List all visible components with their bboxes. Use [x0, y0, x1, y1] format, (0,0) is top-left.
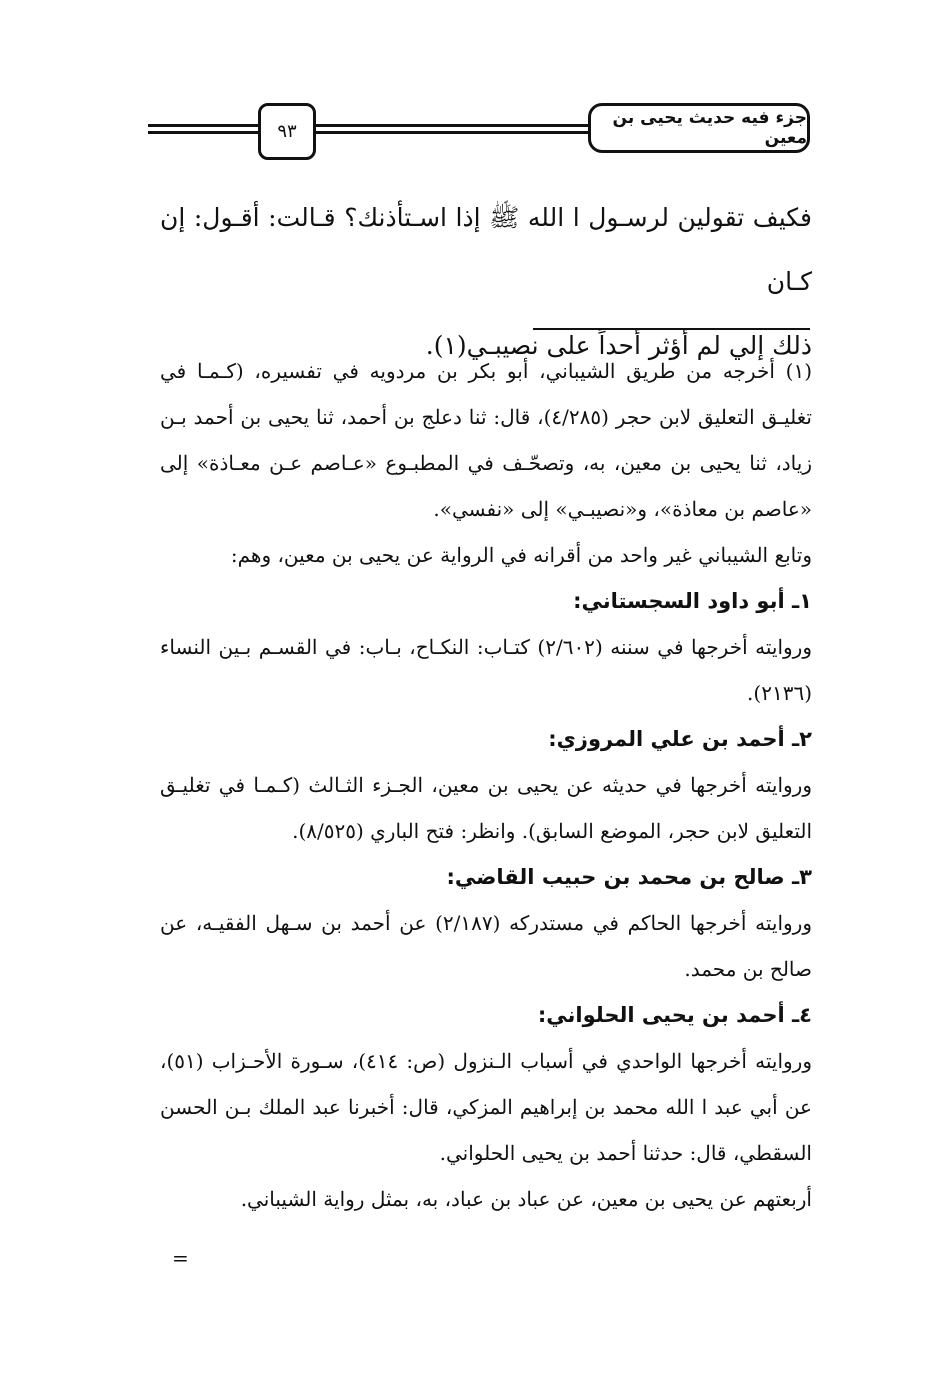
- main-line: ذلك إلي لم أؤثر أحداً على نصيبـي(١).: [425, 331, 812, 360]
- main-line: فكيف تقولين لرسـول ا الله ﷺ إذا اسـتأذنك؟ قـالت: أقـول: إن كـان: [160, 203, 812, 296]
- footnote-heading: ٤ـ أحمد بن يحيى الحلواني:: [537, 1003, 812, 1027]
- page-number: ٩٣: [258, 103, 316, 160]
- footnote-heading: ٢ـ أحمد بن علي المروزي:: [548, 727, 812, 751]
- footnote-paragraph: وروايته أخرجها في حديثه عن يحيى بن معين، الجـزء الثـالث (كـمـا في تغليـق التعليق لابن حجر، الموضع السابق). وانظر: فتح الباري (٨/٥٢٥).: [160, 773, 812, 843]
- running-title: جزء فيه حديث يحيى بن معين: [588, 103, 810, 153]
- footnote-heading: ١ـ أبو داود السجستاني:: [573, 589, 812, 613]
- header-rule-bottom-middle: [314, 131, 588, 134]
- footnote-paragraph: وتابع الشيباني غير واحد من أقرانه في الرواية عن يحيى بن معين، وهم:: [230, 543, 812, 567]
- continuation-mark: =: [172, 1246, 189, 1270]
- header-rule-bottom-left: [148, 131, 260, 134]
- footnote-paragraph: وروايته أخرجها الحاكم في مستدركه (٢/١٨٧) عن أحمد بن سـهل الفقيـه، عن صالح بن محمد.: [160, 911, 812, 981]
- footnote-paragraph: وروايته أخرجها في سننه (٢/٦٠٢) كتـاب: النكـاح، بـاب: في القسـم بـين النساء (٢١٣٦).: [160, 635, 812, 705]
- header-rule-top-middle: [314, 124, 588, 127]
- header-rule-top-left: [148, 124, 260, 127]
- page-header: [0, 100, 945, 164]
- footnote-heading: ٣ـ صالح بن محمد بن حبيب القاضي:: [446, 865, 812, 889]
- footnotes: [160, 348, 812, 1222]
- footnote-paragraph: وروايته أخرجها الواحدي في أسباب الـنزول (ص: ٤١٤)، سـورة الأحـزاب (٥١)، عن أبي عبد ا الله محمد بن إبراهيم المزكي، قال: أخبرنا عبد الملك بـن الحسن السقطي، قال: حدثنا أحمد بن يحيى الحلواني.: [160, 1049, 812, 1165]
- footnote-paragraph: أربعتهم عن يحيى بن معين، عن عباد بن عباد، به، بمثل رواية الشيباني.: [240, 1187, 812, 1211]
- footnote-paragraph: (١) أخرجه من طريق الشيباني، أبو بكر بن مردويه في تفسيره، (كـمـا في تغليـق التعليق لابن حجر (٤/٢٨٥)، قال: ثنا دعلج بن أحمد، ثنا يحيى بن أحمد بـن زياد، ثنا يحيى بن معين، به، وتصحّـف في المطبـوع «عـاصم عـن معـاذة» إلى «عاصم بن معاذة»، و«نصيبـي» إلى «نفسي».: [160, 359, 812, 521]
- footnote-separator: [533, 328, 810, 330]
